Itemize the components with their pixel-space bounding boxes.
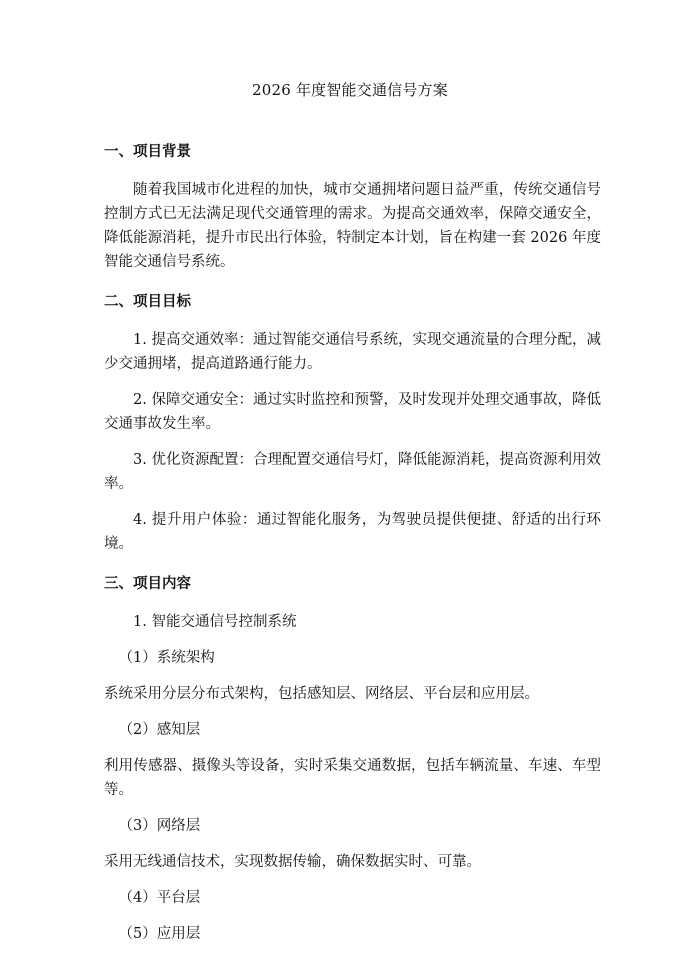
goal-item-1: 1. 提高交通效率：通过智能交通信号系统，实现交通流量的合理分配，减少交通拥堵，提高道路通行能力。: [104, 332, 601, 372]
goal-item-4: 4. 提升用户体验：通过智能化服务，为驾驶员提供便捷、舒适的出行环境。: [104, 512, 601, 552]
document-body: [104, 142, 601, 958]
section-heading-background: 一、项目背景: [104, 143, 191, 160]
content-subheading-platform: （4）平台层: [118, 890, 201, 906]
content-paragraph-network: 采用无线通信技术，实现数据传输，确保数据实时、可靠。: [104, 854, 481, 870]
paragraph-background: 随着我国城市化进程的加快，城市交通拥堵问题日益严重，传统交通信号控制方式已无法满足现代交通管理的需求。为提高交通效率，保障交通安全，降低能源消耗，提升市民出行体验，特制定本计划，旨在构建一套 2026 年度智能交通信号系统。: [104, 182, 601, 270]
goal-item-2: 2. 保障交通安全：通过实时监控和预警，及时发现并处理交通事故，降低交通事故发生率。: [104, 392, 601, 432]
content-subheading-perception: （2）感知层: [118, 722, 201, 738]
content-paragraph-architecture: 系统采用分层分布式架构，包括感知层、网络层、平台层和应用层。: [104, 686, 539, 702]
goal-item-3: 3. 优化资源配置：合理配置交通信号灯，降低能源消耗，提高资源利用效率。: [104, 452, 601, 492]
document-title: 2026 年度智能交通信号方案: [252, 81, 448, 99]
section-heading-goals: 二、项目目标: [104, 293, 191, 310]
content-subheading-application: （5）应用层: [118, 926, 201, 942]
content-subheading-architecture: （1）系统架构: [118, 650, 215, 666]
content-paragraph-perception: 利用传感器、摄像头等设备，实时采集交通数据，包括车辆流量、车速、车型等。: [104, 758, 601, 798]
content-subheading-network: （3）网络层: [118, 818, 201, 834]
section-heading-content: 三、项目内容: [104, 575, 191, 592]
content-item-system: 1. 智能交通信号控制系统: [133, 614, 297, 630]
